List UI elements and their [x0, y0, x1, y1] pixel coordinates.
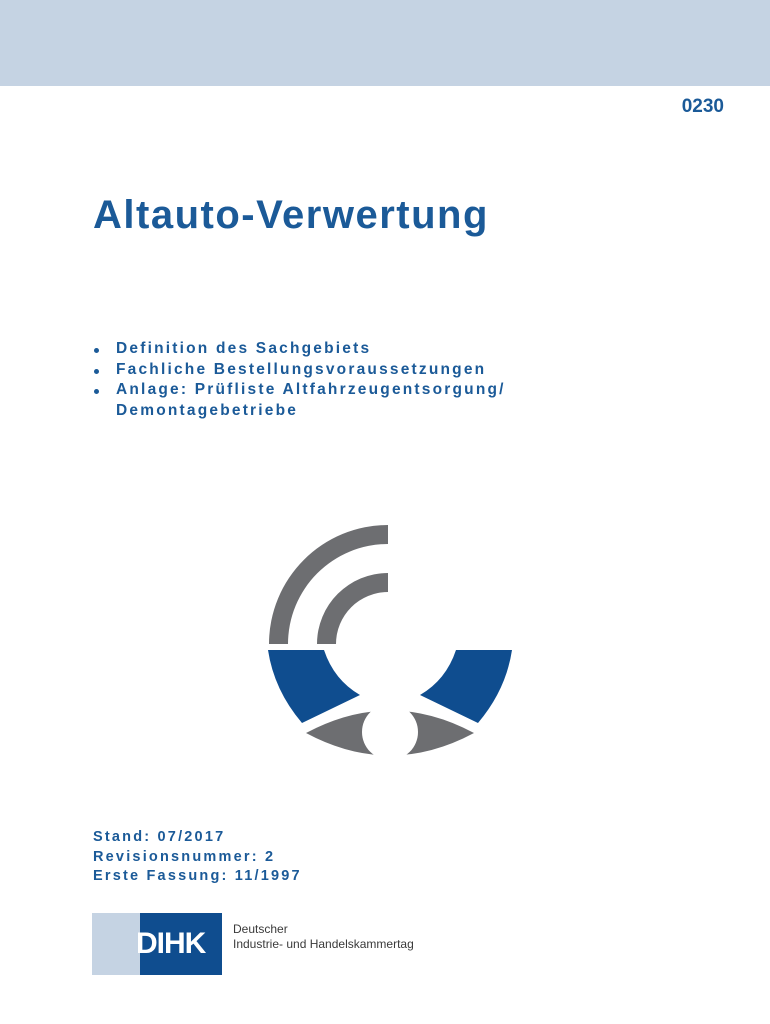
stand-date: Stand: 07/2017 — [93, 829, 226, 845]
list-item: Fachliche Bestellungsvoraussetzungen — [88, 360, 586, 381]
dihk-name — [233, 922, 414, 952]
expert-eye-logo-icon — [264, 520, 516, 765]
list-item: Anlage: Prüfliste Altfahrzeugentsorgung/ — [88, 380, 586, 401]
revision-number: Revisionsnummer: 2 — [93, 848, 276, 865]
page-title: Altauto-Verwertung — [93, 193, 489, 237]
dihk-logo-icon — [92, 913, 222, 975]
list-item: Definition des Sachgebiets — [88, 339, 586, 360]
dihk-name-line2: Industrie- und Handelskammertag — [233, 937, 414, 951]
document-meta — [93, 828, 302, 887]
header-band — [0, 0, 770, 86]
dihk-name-line1: Deutscher — [233, 922, 288, 936]
first-version: Erste Fassung: 11/1997 — [93, 868, 302, 884]
list-item-continuation: Demontagebetriebe — [116, 401, 299, 419]
document-number: 0230 — [681, 96, 724, 117]
dihk-logo-mark: DIHK — [136, 927, 206, 960]
content-list — [88, 339, 586, 421]
